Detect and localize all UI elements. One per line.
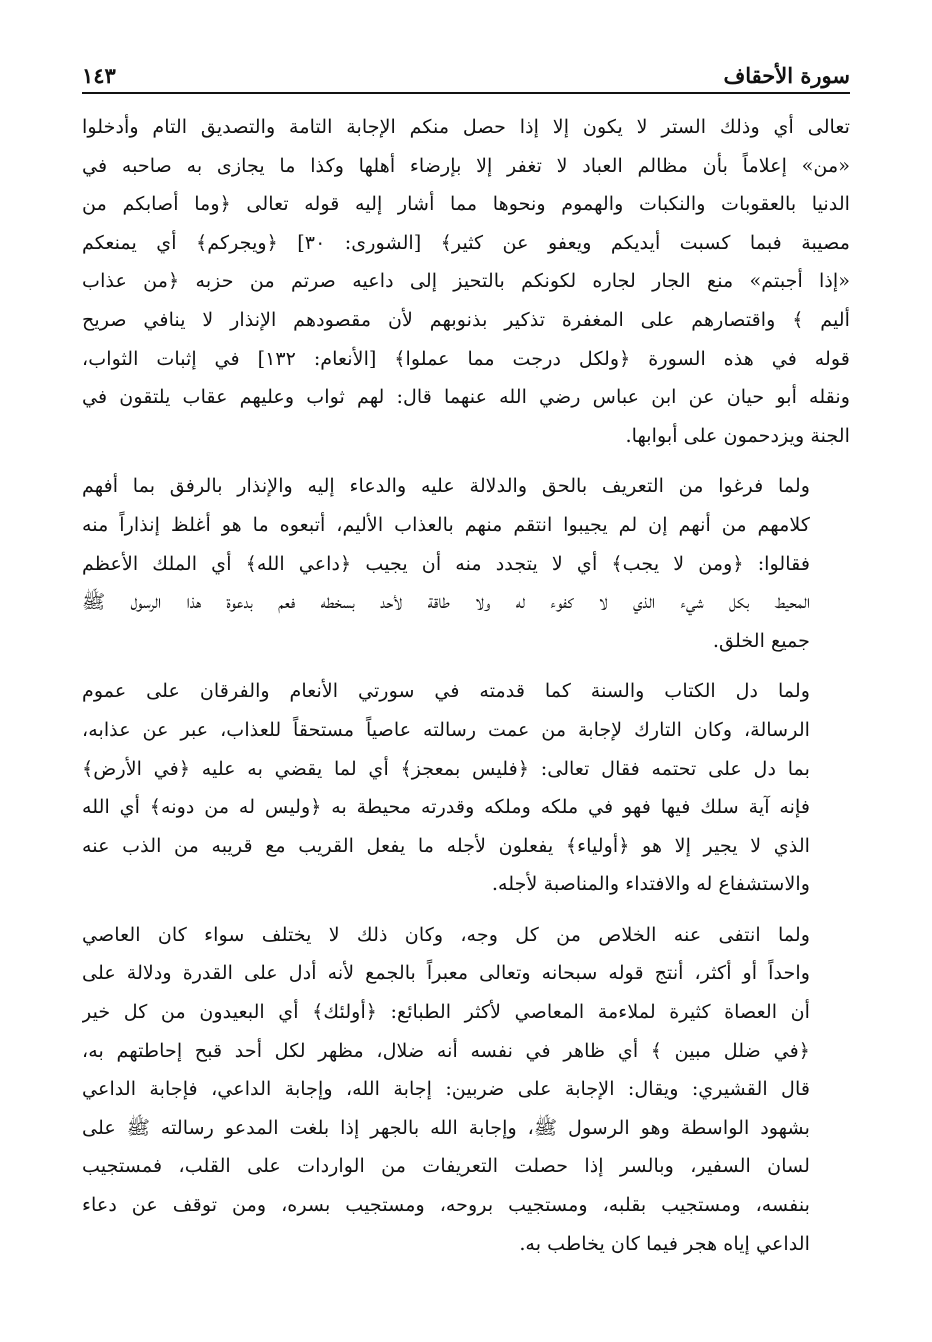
text-line: تعالى أي وذلك الستر لا يكون إلا إذا حصل منكم الإجابة التامة والتصديق التام وأدخلوا — [82, 115, 850, 138]
text-line: جميع الخلق. — [712, 628, 810, 652]
text-line: الرسالة، وكان التارك لإجابة من عمت رسالته عاصياً مستحقاً للعذاب، عبر عن عذابه، — [82, 717, 810, 741]
page-number: ١٤٣ — [82, 63, 116, 88]
text-line: الداعي إياه هجر فيما كان يخاطب به. — [519, 1231, 810, 1255]
text-line: فقالوا: ﴿ومن لا يجب﴾ أي لا يتجدد منه أن يجيب ﴿داعي الله﴾ أي الملك الأعظم — [82, 551, 810, 575]
text-line: «من» إعلاماً بأن مظالم العباد لا تغفر إلا بإرضاء أهلها وكذا ما يجازى به صاحبه في — [82, 153, 850, 177]
text-line: والاستشفاع له والافتداء والمناصبة لأجله. — [491, 872, 810, 896]
text-line: مصيبة فبما كسبت أيديكم ويعفو عن كثير﴾ [الشورى: ٣٠] ﴿ويجركم﴾ أي يمنعكم — [82, 230, 850, 254]
text-line: بما دل على تحتمه فقال تعالى: ﴿فليس بمعجز﴾ أي لما يقضي به عليه ﴿في الأرض﴾ — [82, 756, 810, 780]
text-line: كلامهم من أنهم إن لم يجيبوا انتقم منهم بالعذاب الأليم، أتبعوه ما هو أغلظ إنذاراً منه — [82, 512, 810, 536]
surah-title: سورة الأحقاف — [723, 63, 850, 88]
paragraph-1 — [82, 108, 850, 455]
paragraph-3 — [82, 672, 850, 904]
text-line: ولما انتفى عنه الخلاص من كل وجه، وكان ذلك لا يختلف سواء كان العاصي — [82, 922, 810, 946]
text-line: ولما دل الكتاب والسنة كما قدمته في سورتي الأنعام والفرقان على عموم — [82, 679, 810, 703]
paragraph-4 — [82, 916, 850, 1263]
text-line: قال القشيري: ويقال: الإجابة على ضربين: إجابة الله، وإجابة الداعي، فإجابة الداعي — [82, 1077, 810, 1101]
page-body — [82, 108, 850, 1263]
text-line: «إذا أجبتم» منع الجار لجاره لكونكم بالتحيز إلى داعيه صرتم من حزبه ﴿من عذاب — [82, 269, 850, 293]
text-line: أليم ﴾ واقتصارهم على المغفرة تذكير بذنوبهم لأن مقصودهم الإنذار لا ينافي صريح — [82, 307, 850, 331]
paragraph-2 — [82, 467, 850, 660]
page-header — [82, 58, 850, 94]
text-line: ولما فرغوا من التعريف بالحق والدلالة عليه والدعاء إليه والإنذار بالرفق بما أفهم — [82, 474, 810, 498]
text-line: بنفسه، ومستجيب بقلبه، ومستجيب بروحه، ومستجيب بسره، ومن توقف عن دعاء — [82, 1193, 810, 1217]
text-line: بشهود الواسطة وهو الرسول ﷺ، وإجابة الله بالجهر إذا بلغت المدعو رسالته ﷺ على — [82, 1115, 810, 1139]
text-line: المحيط بكل شيء الذي لا كفوء له ولا طاقة لأحد بسخطه فعم بدعوة هذا الرسول ﷺ — [82, 590, 810, 614]
text-line: الجنة ويزدحمون على أبوابها. — [625, 423, 850, 447]
text-line: لسان السفير، وبالسر إذا حصلت التعريفات من الواردات على القلب، فمستجيب — [82, 1154, 810, 1178]
text-line: واحداً أو أكثر، أنتج قوله سبحانه وتعالى معبراً بالجمع لأنه أدل على القدرة ودلالة على — [82, 961, 810, 985]
text-line: الذي لا يجير إلا هو ﴿أولياء﴾ يفعلون لأجله ما يفعل القريب مع قريبه من الذب عنه — [82, 833, 810, 857]
text-line: أن العصاة كثيرة لملاءمة المعاصي لأكثر الطبائع: ﴿أولئك﴾ أي البعيدون من كل خير — [82, 1000, 810, 1024]
text-line: الدنيا بالعقوبات والنكبات والهموم ونحوها مما أشار إليه قوله تعالى ﴿وما أصابكم من — [82, 192, 850, 216]
text-line: ﴿في ضلل مبين ﴾ أي ظاهر في نفسه أنه ضلال، مظهر لكل أحد قبح إحاطتهم به، — [82, 1038, 810, 1062]
text-line: قوله في هذه السورة ﴿ولكل درجت مما عملوا﴾ [الأنعام: ١٣٢] في إثبات الثواب، — [82, 346, 850, 370]
text-line: ونقله أبو حيان عن ابن عباس رضي الله عنهما قال: لهم ثواب وعليهم عقاب يلتقون في — [82, 385, 850, 409]
text-line: فإنه آية سلك فيها فهو في ملكه وملكه وقدرته محيطة به ﴿وليس له من دونه﴾ أي الله — [82, 795, 810, 819]
